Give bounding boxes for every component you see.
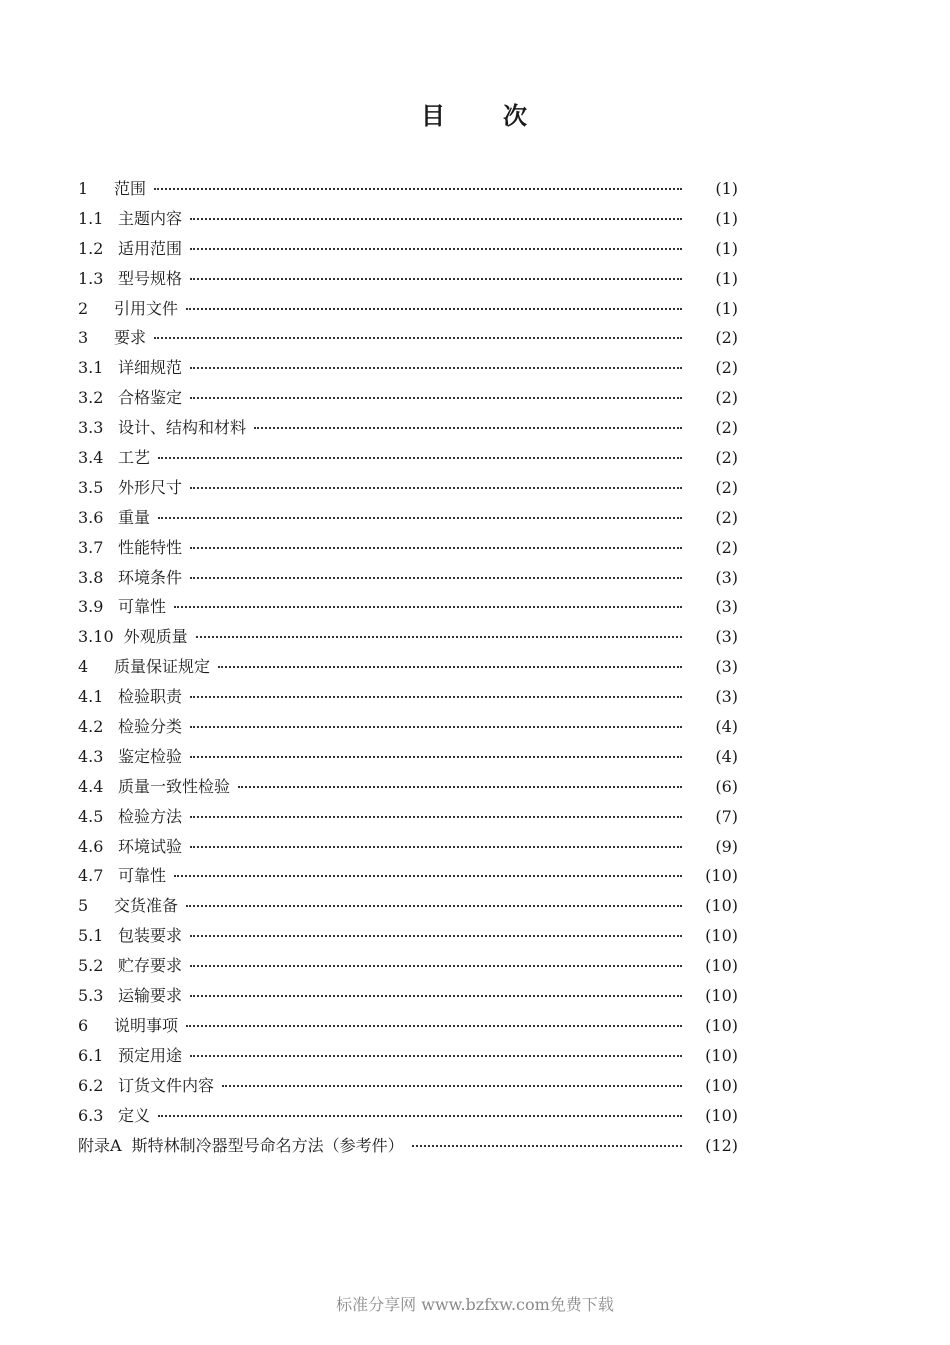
toc-entry-label: 交货准备 bbox=[114, 896, 179, 916]
toc-entry[interactable] bbox=[78, 234, 738, 264]
toc-entry-label: 重量 bbox=[118, 507, 151, 527]
toc-entry-number: 3.3 bbox=[78, 418, 104, 438]
toc-leader-dots bbox=[174, 596, 682, 608]
toc-entry-page: (10) bbox=[705, 866, 738, 886]
toc-entry-label: 环境条件 bbox=[118, 567, 183, 587]
toc-leader-dots bbox=[158, 1105, 682, 1117]
toc-entry-page: (10) bbox=[705, 1075, 738, 1095]
toc-entry-label: 型号规格 bbox=[118, 268, 183, 288]
toc-entry-number: 6.2 bbox=[78, 1075, 104, 1095]
toc-entry[interactable] bbox=[78, 503, 738, 533]
toc-leader-dots bbox=[190, 716, 682, 728]
toc-entry-page: (10) bbox=[705, 1045, 738, 1065]
toc-entry-page: (10) bbox=[705, 986, 738, 1006]
toc-leader-dots bbox=[186, 1015, 682, 1027]
toc-entry[interactable] bbox=[78, 1041, 738, 1071]
toc-entry-number: 5.3 bbox=[78, 986, 104, 1006]
toc-entry-page: (2) bbox=[715, 418, 738, 438]
toc-entry-label: 详细规范 bbox=[118, 358, 183, 378]
toc-entry-number: 3.5 bbox=[78, 477, 104, 497]
toc-entry-label: 检验分类 bbox=[118, 717, 183, 737]
toc-entry[interactable] bbox=[78, 264, 738, 294]
toc-entry-page: (3) bbox=[715, 627, 738, 647]
toc-leader-dots bbox=[190, 985, 682, 997]
toc-leader-dots bbox=[190, 686, 682, 698]
toc-entry-page: (2) bbox=[715, 448, 738, 468]
toc-entry-page: (10) bbox=[705, 1015, 738, 1035]
toc-entry-page: (4) bbox=[715, 717, 738, 737]
toc-leader-dots bbox=[190, 955, 682, 967]
toc-entry-number: 5.2 bbox=[78, 956, 104, 976]
toc-entry-page: (2) bbox=[715, 537, 738, 557]
toc-entry-number: 4.3 bbox=[78, 746, 104, 766]
toc-entry-label: 可靠性 bbox=[118, 597, 167, 617]
toc-entry-label: 说明事项 bbox=[114, 1015, 179, 1035]
toc-entry-label: 外观质量 bbox=[123, 627, 188, 647]
toc-entry-page: (3) bbox=[715, 597, 738, 617]
toc-entry[interactable] bbox=[78, 742, 738, 772]
toc-entry-page: (2) bbox=[715, 477, 738, 497]
toc-entry-page: (7) bbox=[715, 806, 738, 826]
toc-entry-number: 4.6 bbox=[78, 836, 104, 856]
toc-entry[interactable] bbox=[78, 951, 738, 981]
toc-entry-label: 定义 bbox=[118, 1105, 151, 1125]
toc-entry-page: (3) bbox=[715, 657, 738, 677]
toc-entry-page: (10) bbox=[705, 956, 738, 976]
toc-entry[interactable] bbox=[78, 981, 738, 1011]
toc-leader-dots bbox=[154, 327, 682, 339]
toc-leader-dots bbox=[412, 1135, 682, 1147]
toc-leader-dots bbox=[158, 507, 682, 519]
toc-entry-number: 3.2 bbox=[78, 388, 104, 408]
toc-leader-dots bbox=[222, 1075, 682, 1087]
toc-entry-number: 1.1 bbox=[78, 208, 104, 228]
toc-entry-label: 贮存要求 bbox=[118, 956, 183, 976]
toc-entry[interactable] bbox=[78, 563, 738, 593]
toc-entry-label: 适用范围 bbox=[118, 238, 183, 258]
toc-entry-label: 主题内容 bbox=[118, 208, 183, 228]
toc-entry[interactable] bbox=[78, 533, 738, 563]
toc-leader-dots bbox=[196, 626, 682, 638]
toc-leader-dots bbox=[254, 417, 682, 429]
toc-entry[interactable] bbox=[78, 413, 738, 443]
toc-entry-number: 6.1 bbox=[78, 1045, 104, 1065]
toc-entry-label: 预定用途 bbox=[118, 1045, 183, 1065]
toc-entry-number: 3.10 bbox=[78, 627, 114, 647]
toc-entry-number: 6.3 bbox=[78, 1105, 104, 1125]
toc-entry[interactable] bbox=[78, 682, 738, 712]
toc-entry-page: (2) bbox=[715, 328, 738, 348]
toc-entry-label: 斯特林制冷器型号命名方法（参考件） bbox=[131, 1135, 404, 1155]
toc-entry[interactable] bbox=[78, 861, 738, 891]
toc-entry-number: 3.4 bbox=[78, 448, 104, 468]
toc-entry-number: 3 bbox=[78, 328, 89, 348]
title-char-2: 次 bbox=[503, 102, 529, 130]
toc-entry-number: 4.2 bbox=[78, 717, 104, 737]
toc-entry-number: 3.1 bbox=[78, 358, 104, 378]
toc-entry-number: 2 bbox=[78, 298, 89, 318]
toc-entry-number: 1.3 bbox=[78, 268, 104, 288]
toc-leader-dots bbox=[158, 447, 682, 459]
toc-entry-number: 3.6 bbox=[78, 507, 104, 527]
toc-entry-page: (1) bbox=[715, 238, 738, 258]
toc-entry[interactable] bbox=[78, 1011, 738, 1041]
toc-leader-dots bbox=[238, 776, 682, 788]
toc-entry-page: (1) bbox=[715, 268, 738, 288]
toc-entry-page: (1) bbox=[715, 179, 738, 198]
toc-leader-dots bbox=[190, 806, 682, 818]
toc-entry-label: 鉴定检验 bbox=[118, 746, 183, 766]
toc-entry-number: 附录A bbox=[78, 1135, 122, 1155]
toc-leader-dots bbox=[190, 1045, 682, 1057]
toc-leader-dots bbox=[154, 178, 682, 190]
toc-entry[interactable] bbox=[78, 204, 738, 234]
toc-entry-label: 可靠性 bbox=[118, 866, 167, 886]
toc-entry[interactable] bbox=[78, 802, 738, 832]
watermark-footer: 标准分享网 www.bzfxw.com免费下载 bbox=[336, 1295, 614, 1314]
toc-entry[interactable] bbox=[78, 1131, 738, 1161]
toc-entry-label: 设计、结构和材料 bbox=[118, 418, 247, 438]
table-of-contents bbox=[78, 174, 738, 1160]
toc-leader-dots bbox=[190, 567, 682, 579]
toc-entry-number: 4.1 bbox=[78, 687, 104, 707]
toc-leader-dots bbox=[186, 895, 682, 907]
toc-entry-number: 3.9 bbox=[78, 597, 104, 617]
toc-entry-page: (9) bbox=[715, 836, 738, 856]
toc-entry-label: 范围 bbox=[114, 179, 147, 198]
toc-entry-label: 环境试验 bbox=[118, 836, 183, 856]
toc-leader-dots bbox=[190, 537, 682, 549]
toc-entry[interactable] bbox=[78, 622, 738, 652]
toc-entry[interactable] bbox=[78, 353, 738, 383]
toc-leader-dots bbox=[190, 387, 682, 399]
toc-entry-number: 3.7 bbox=[78, 537, 104, 557]
toc-entry-page: (10) bbox=[705, 896, 738, 916]
toc-entry-page: (2) bbox=[715, 507, 738, 527]
toc-entry-label: 性能特性 bbox=[118, 537, 183, 557]
toc-leader-dots bbox=[190, 208, 682, 220]
toc-entry-page: (10) bbox=[705, 1105, 738, 1125]
toc-entry[interactable] bbox=[78, 891, 738, 921]
toc-entry[interactable] bbox=[78, 323, 738, 353]
toc-leader-dots bbox=[190, 268, 682, 280]
toc-entry-number: 1 bbox=[78, 179, 89, 198]
toc-entry-label: 质量保证规定 bbox=[114, 657, 211, 677]
toc-entry-label: 工艺 bbox=[118, 448, 151, 468]
toc-entry[interactable] bbox=[78, 832, 738, 862]
toc-entry-page: (6) bbox=[715, 776, 738, 796]
toc-entry[interactable] bbox=[78, 772, 738, 802]
toc-entry-page: (2) bbox=[715, 388, 738, 408]
toc-leader-dots bbox=[190, 836, 682, 848]
toc-entry-label: 外形尺寸 bbox=[118, 477, 183, 497]
toc-entry-page: (4) bbox=[715, 746, 738, 766]
toc-entry-number: 4.7 bbox=[78, 866, 104, 886]
toc-entry-page: (3) bbox=[715, 567, 738, 587]
toc-entry-page: (3) bbox=[715, 687, 738, 707]
toc-entry-label: 质量一致性检验 bbox=[118, 776, 231, 796]
toc-entry-number: 4.5 bbox=[78, 806, 104, 826]
toc-entry-label: 检验方法 bbox=[118, 806, 183, 826]
toc-leader-dots bbox=[190, 746, 682, 758]
toc-leader-dots bbox=[190, 925, 682, 937]
toc-entry-number: 4 bbox=[78, 657, 89, 677]
toc-entry-number: 5 bbox=[78, 896, 89, 916]
toc-entry[interactable] bbox=[78, 443, 738, 473]
toc-entry-label: 要求 bbox=[114, 328, 147, 348]
toc-entry-label: 运输要求 bbox=[118, 986, 183, 1006]
toc-entry-number: 3.8 bbox=[78, 567, 104, 587]
toc-entry-number: 5.1 bbox=[78, 926, 104, 946]
toc-entry-page: (12) bbox=[705, 1135, 738, 1155]
toc-leader-dots bbox=[190, 357, 682, 369]
toc-entry[interactable] bbox=[78, 294, 738, 324]
toc-entry-label: 包装要求 bbox=[118, 926, 183, 946]
toc-entry[interactable] bbox=[78, 1101, 738, 1131]
toc-leader-dots bbox=[186, 298, 682, 310]
toc-leader-dots bbox=[174, 865, 682, 877]
toc-entry-label: 检验职责 bbox=[118, 687, 183, 707]
toc-entry-label: 引用文件 bbox=[114, 298, 179, 318]
toc-entry-label: 合格鉴定 bbox=[118, 388, 183, 408]
toc-entry-number: 6 bbox=[78, 1015, 89, 1035]
toc-entry-page: (2) bbox=[715, 358, 738, 378]
toc-entry-page: (1) bbox=[715, 298, 738, 318]
toc-entry[interactable] bbox=[78, 473, 738, 503]
toc-leader-dots bbox=[190, 238, 682, 250]
toc-leader-dots bbox=[218, 656, 682, 668]
toc-leader-dots bbox=[190, 477, 682, 489]
toc-entry[interactable] bbox=[78, 712, 738, 742]
toc-entry[interactable] bbox=[78, 174, 738, 204]
toc-entry[interactable] bbox=[78, 652, 738, 682]
title-char-1: 目 bbox=[421, 102, 447, 130]
page-title bbox=[0, 96, 950, 131]
toc-entry-number: 1.2 bbox=[78, 238, 104, 258]
toc-entry[interactable] bbox=[78, 592, 738, 622]
toc-entry[interactable] bbox=[78, 1071, 738, 1101]
toc-entry-label: 订货文件内容 bbox=[118, 1075, 215, 1095]
toc-entry-number: 4.4 bbox=[78, 776, 104, 796]
toc-entry-page: (10) bbox=[705, 926, 738, 946]
toc-entry[interactable] bbox=[78, 383, 738, 413]
toc-entry[interactable] bbox=[78, 921, 738, 951]
toc-entry-page: (1) bbox=[715, 208, 738, 228]
